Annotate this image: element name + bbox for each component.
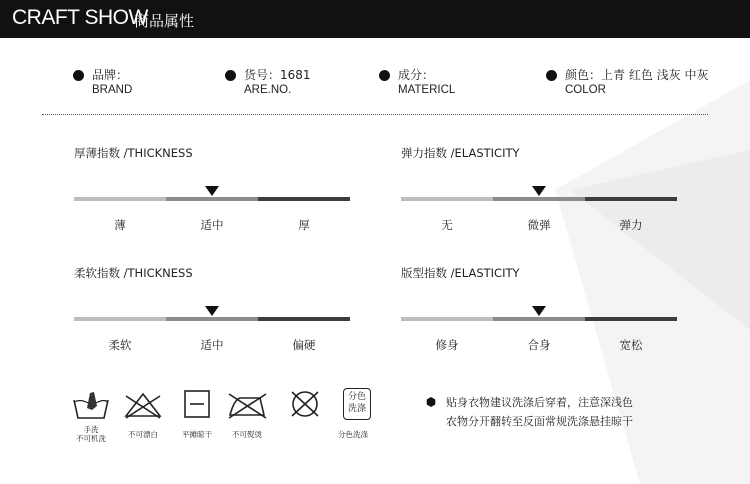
gauge-label: 适中 xyxy=(200,218,224,232)
bullet-icon xyxy=(73,70,84,81)
gauge-bar-segment xyxy=(585,197,677,201)
header-bar xyxy=(0,0,750,38)
gauge-label: 柔软 xyxy=(108,338,132,352)
gauge-marker-icon xyxy=(532,306,546,316)
gauge-bar-segment xyxy=(74,317,166,321)
separate-wash-badge: 分色 洗涤 xyxy=(343,388,371,420)
gauge-label: 适中 xyxy=(200,338,224,352)
care-label: 分色洗涤 xyxy=(338,430,368,439)
no-iron-icon xyxy=(226,388,268,420)
gauge-label: 宽松 xyxy=(619,338,643,352)
gauge-title: 弹力指数 /ELASTICITY xyxy=(401,146,520,160)
care-label: 手洗 不可机洗 xyxy=(76,425,106,443)
gauge-label: 偏硬 xyxy=(292,338,316,352)
care-label: 不可漂白 xyxy=(128,430,158,439)
no-dry-clean-icon xyxy=(284,388,326,420)
gauge-label: 微弹 xyxy=(527,218,551,232)
care-label: 不可熨烫 xyxy=(232,430,262,439)
care-note-line: 贴身衣物建议洗涤后穿着，注意深浅色 xyxy=(446,396,633,409)
care-note-line: 农物分开翻转至反面常规洗涤悬挂晾干 xyxy=(446,415,633,428)
flat-dry-icon xyxy=(176,388,218,420)
care-label: 平摊晾干 xyxy=(182,430,212,439)
gauge-bar-segment xyxy=(166,197,258,201)
gauge-title: 版型指数 /ELASTICITY xyxy=(401,266,520,280)
dotted-divider xyxy=(42,114,708,115)
gauge-marker-icon xyxy=(205,186,219,196)
gauge-title: 厚薄指数 /THICKNESS xyxy=(74,146,193,160)
brand-name: CRAFT SHOW xyxy=(12,6,148,29)
gauge-bar-segment xyxy=(493,197,585,201)
gauge-label: 薄 xyxy=(114,218,126,232)
attr-item-no: 货号：1681 ARE.NO. xyxy=(244,68,311,98)
gauge-bar-segment xyxy=(258,317,350,321)
gauge-bar-segment xyxy=(401,317,493,321)
header-subtitle: 商品属性 xyxy=(134,12,195,30)
gauge-bar-segment xyxy=(401,197,493,201)
gauge-marker-icon xyxy=(532,186,546,196)
hexagon-bullet-icon xyxy=(426,397,436,407)
gauge-bar-segment xyxy=(258,197,350,201)
bullet-icon xyxy=(546,70,557,81)
bullet-icon xyxy=(379,70,390,81)
gauge-label: 无 xyxy=(441,218,453,232)
gauge-title: 柔软指数 /THICKNESS xyxy=(74,266,193,280)
gauge-bar-segment xyxy=(74,197,166,201)
hand-wash-icon xyxy=(70,388,112,420)
gauge-bar-segment xyxy=(585,317,677,321)
attr-color: 颜色：上青 红色 浅灰 中灰 COLOR xyxy=(565,68,708,98)
no-bleach-icon xyxy=(122,388,164,420)
gauge-label: 厚 xyxy=(298,218,310,232)
care-note xyxy=(446,393,633,431)
attr-material: 成分： MATERICL xyxy=(398,68,455,98)
gauge-bar-segment xyxy=(493,317,585,321)
attr-brand: 品牌： BRAND xyxy=(92,68,132,98)
separate-wash-icon xyxy=(338,388,380,420)
gauge-label: 修身 xyxy=(435,338,459,352)
bullet-icon xyxy=(225,70,236,81)
gauge-marker-icon xyxy=(205,306,219,316)
gauge-label: 弹力 xyxy=(619,218,643,232)
gauge-label: 合身 xyxy=(527,338,551,352)
gauge-bar-segment xyxy=(166,317,258,321)
